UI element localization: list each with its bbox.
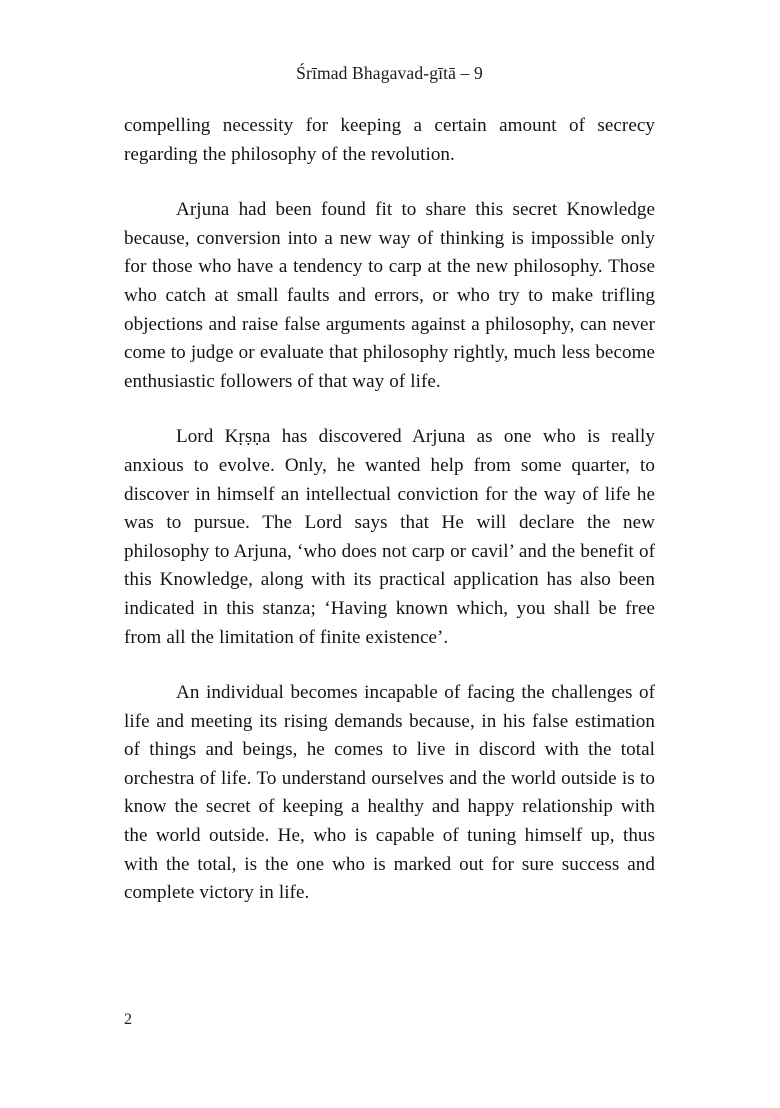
paragraph-lord-krsna: Lord Kṛṣṇa has discovered Arjuna as one who is really anxious to evolve. Only, he wanted help from some quarter, to discover in himself an intellectual conviction for the way of life he was to pursue. The Lord says that He will declare the new philosophy to Arjuna, ‘who does not carp or cavil’ and the benefit of this Knowledge, along with its practical application has also been indicated in this stanza; ‘Having known which, you shall be free from all the limitation of finite existence’. [124, 426, 655, 648]
paragraph-arjuna-secret-knowledge: Arjuna had been found fit to share this secret Knowledge because, conversion into a new way of thinking is impossible only for those who have a tendency to carp at the new philosophy. Those who catch at small faults and errors, or who try to make trifling objections and raise false arguments against a philosophy, can never come to judge or evaluate that philosophy rightly, much less become enthusiastic followers of that way of life. [124, 199, 655, 392]
paragraph-individual-incapable: An individual becomes incapable of facing the challenges of life and meeting its rising demands because, in his false estimation of things and beings, he comes to live in discord with the total orchestra of life. To understand ourselves and the world outside is to know the secret of keeping a healthy and happy relationship with the world outside. He, who is capable of tuning himself up, thus with the total, is the one who is marked out for sure success and complete victory in life. [124, 682, 655, 904]
page-number: 2 [124, 1011, 132, 1028]
body-text-block [124, 112, 655, 908]
running-head: Śrīmad Bhagavad-gītā – 9 [296, 63, 483, 83]
paragraph-continuation: compelling necessity for keeping a certain amount of secrecy regarding the philosophy of the revolution. [124, 115, 655, 165]
